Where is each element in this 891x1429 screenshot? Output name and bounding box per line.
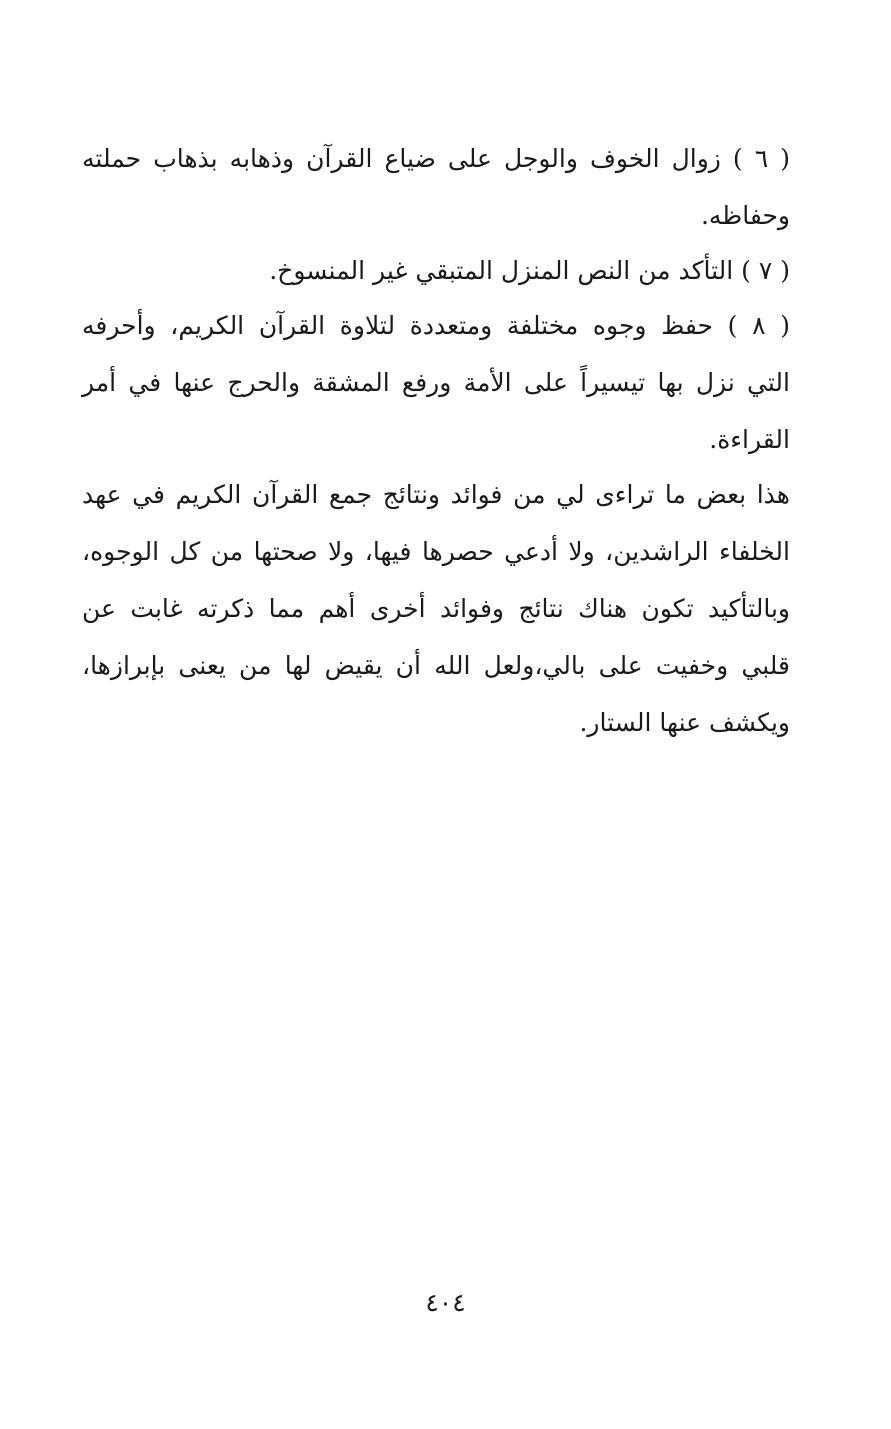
list-item-8	[82, 297, 790, 468]
closing-paragraph-line-2: الخلفاء الراشدين، ولا أدعي حصرها فيها، ولا صحتها من كل الوجوه،	[82, 537, 790, 566]
closing-paragraph-line-3: وبالتأكيد تكون هناك نتائج وفوائد أخرى أهم مما ذكرته غابت عن	[82, 594, 790, 623]
closing-paragraph-line-4: قلبي وخفيت على بالي،ولعل الله أن يقيض لها من يعنى بإبرازها،	[82, 651, 790, 680]
closing-paragraph	[82, 466, 790, 751]
list-item-8-line-1: ( ٨ ) حفظ وجوه مختلفة ومتعددة لتلاوة القرآن الكريم، وأحرفه	[82, 311, 791, 340]
list-item-8-line-3: القراءة.	[709, 425, 790, 454]
list-item-6-line-1: ( ٦ ) زوال الخوف والوجل على ضياع القرآن وذهابه بذهاب حملته	[82, 144, 790, 173]
list-item-6-line-2: وحفاظه.	[700, 201, 790, 230]
closing-paragraph-line-1: هذا بعض ما تراءى لي من فوائد ونتائج جمع القرآن الكريم في عهد	[82, 480, 790, 509]
closing-paragraph-line-5: ويكشف عنها الستار.	[579, 708, 790, 737]
list-item-8-line-2: التي نزل بها تيسيراً على الأمة ورفع المشقة والحرج عنها في أمر	[82, 368, 790, 397]
list-item-7-line-1: ( ٧ ) التأكد من النص المنزل المتبقي غير المنسوخ.	[269, 256, 790, 285]
page-number: ٤٠٤	[425, 1288, 466, 1317]
list-item-7	[82, 242, 790, 299]
list-item-6	[82, 130, 790, 244]
